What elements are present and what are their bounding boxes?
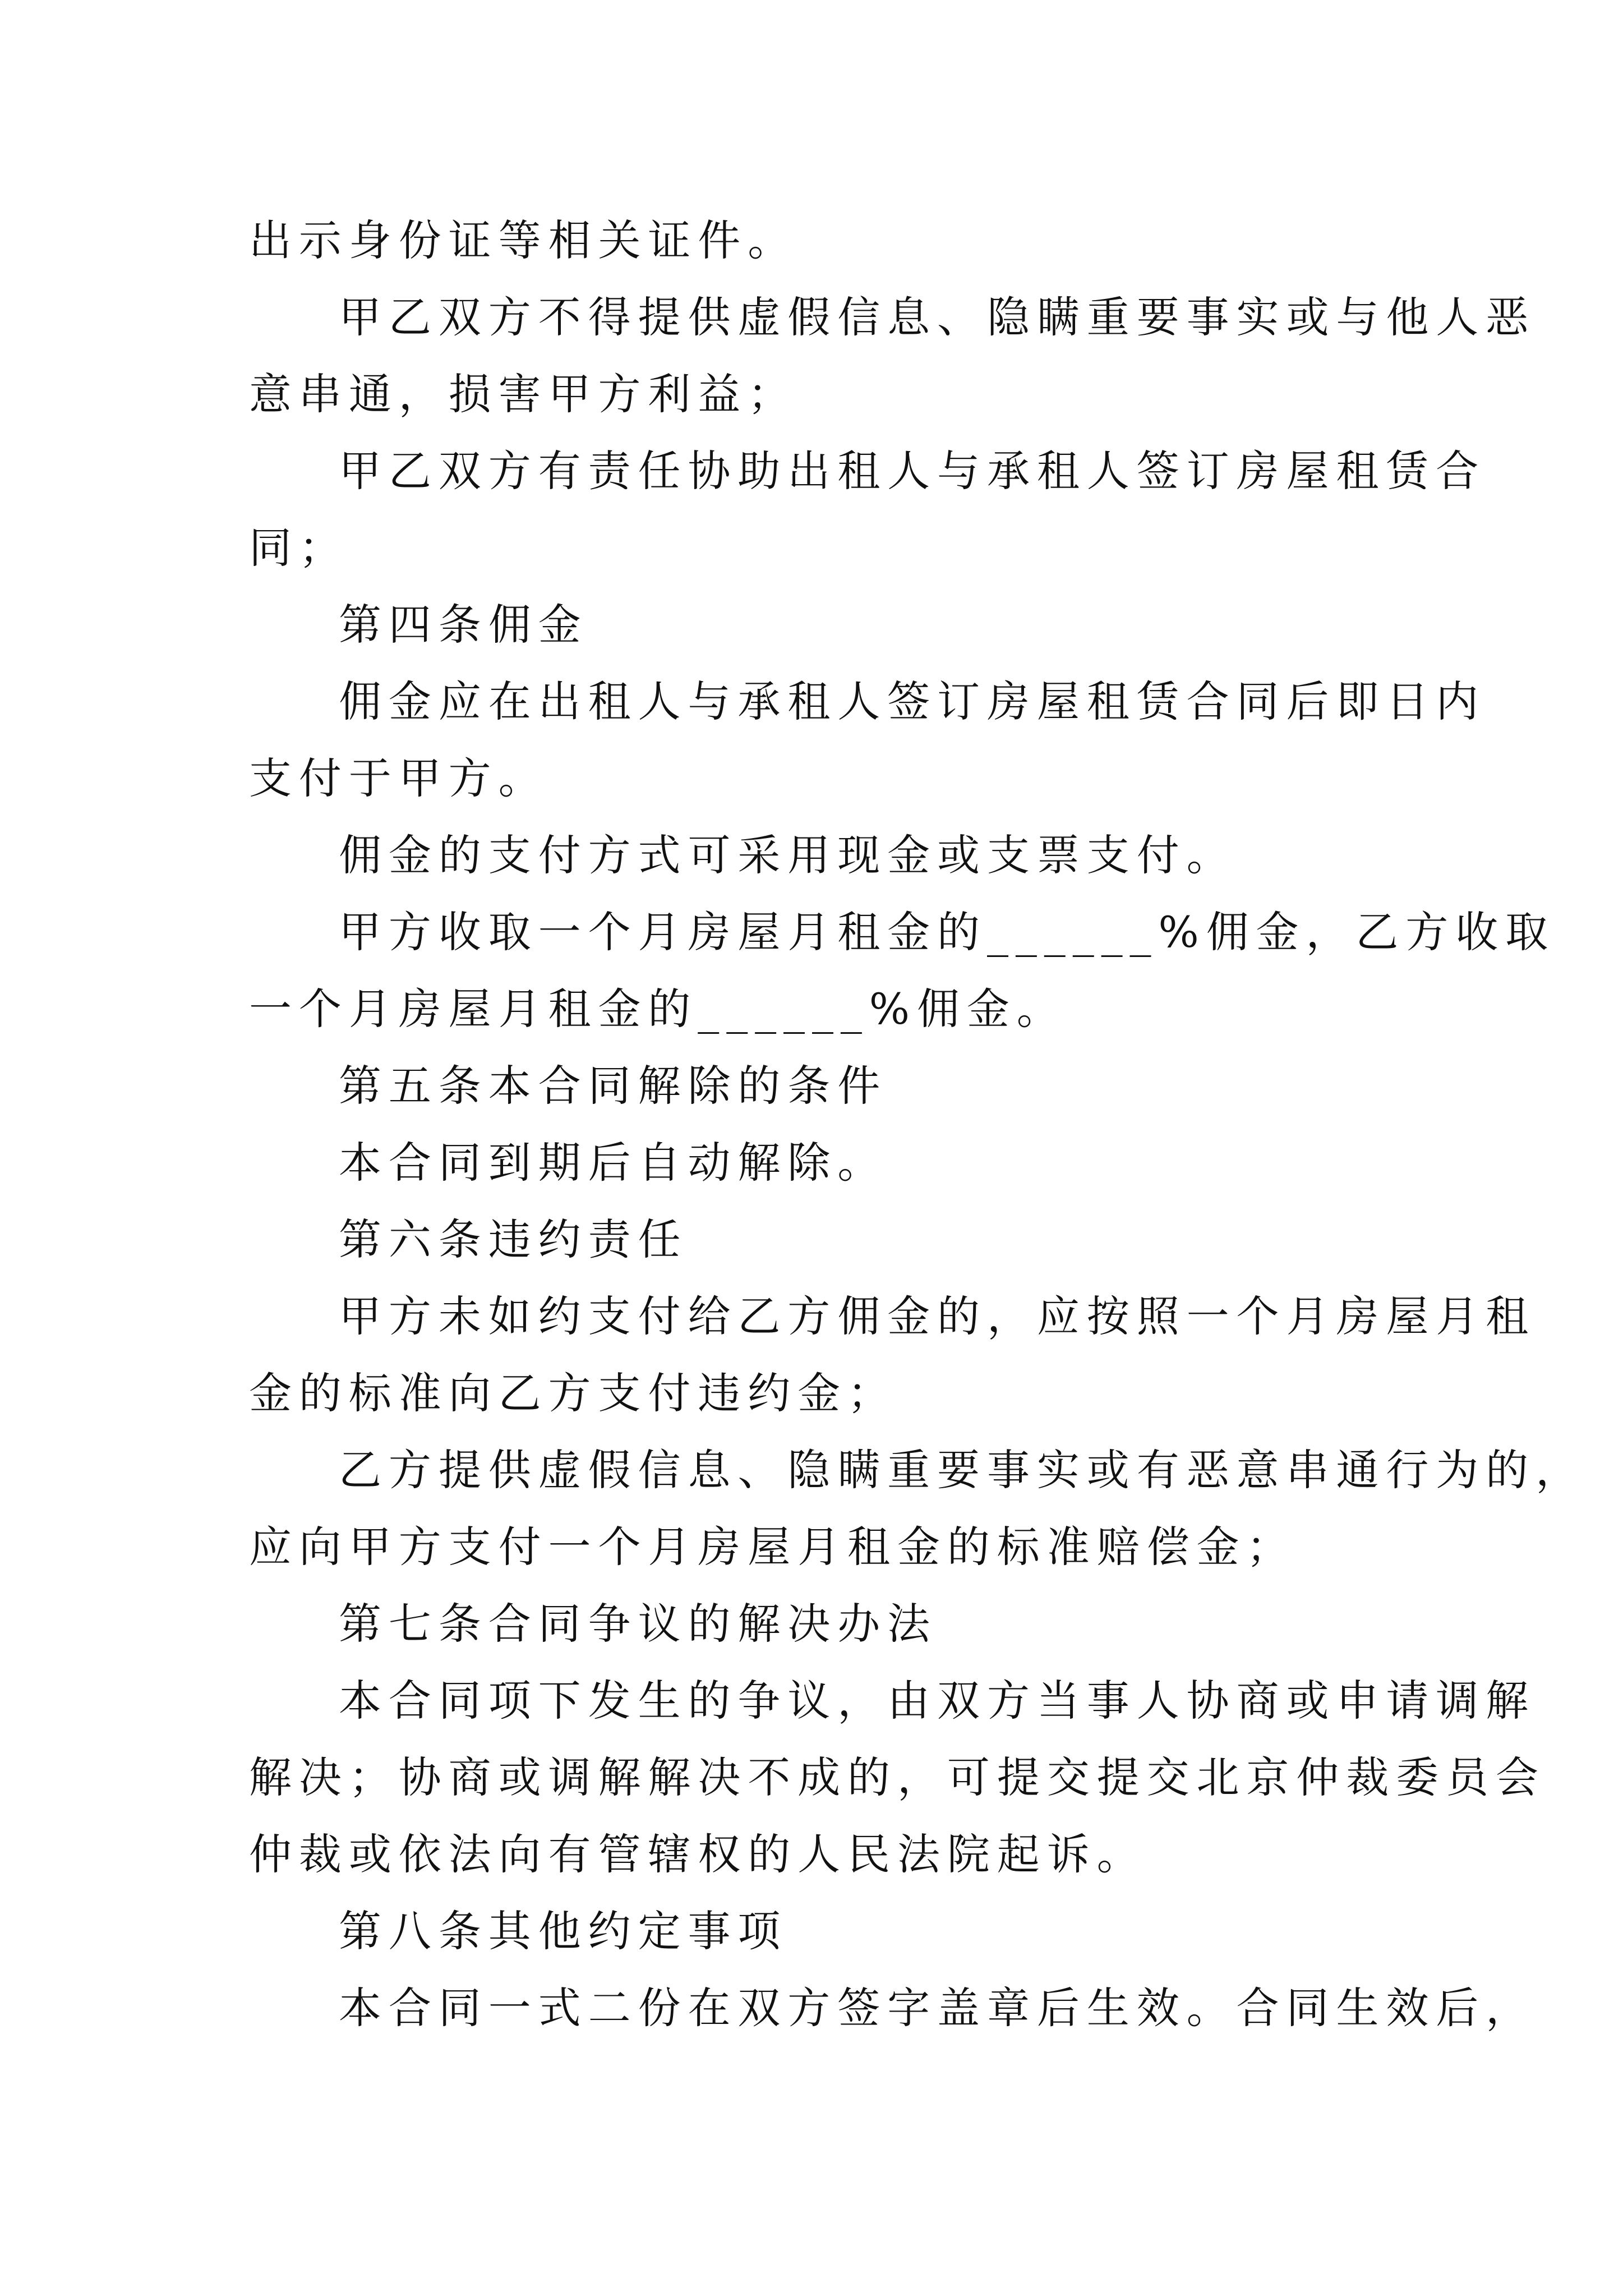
text-line: 佣金应在出租人与承租人签订房屋租赁合同后即日内 (339, 677, 1486, 726)
section-heading: 第五条本合同解除的条件 (339, 1061, 888, 1111)
text-line: 甲乙双方有责任协助出租人与承租人签订房屋租赁合 (339, 446, 1486, 496)
section-heading: 第四条佣金 (339, 600, 588, 650)
text-line: 一个月房屋月租金的______%佣金。 (249, 984, 1067, 1034)
text-line: 甲方收取一个月房屋月租金的______%佣金，乙方收取 (339, 907, 1556, 957)
text-line: 仲裁或依法向有管辖权的人民法院起诉。 (249, 1829, 1147, 1879)
text-line: 本合同到期后自动解除。 (339, 1138, 888, 1188)
section-heading: 第六条违约责任 (339, 1214, 688, 1264)
section-heading: 第八条其他约定事项 (339, 1906, 788, 1956)
text-line: 佣金的支付方式可采用现金或支票支付。 (339, 830, 1237, 880)
text-line: 意串通，损害甲方利益； (249, 369, 798, 419)
text-line: 本合同项下发生的争议，由双方当事人协商或申请调解 (339, 1676, 1536, 1726)
section-heading: 第七条合同争议的解决办法 (339, 1599, 938, 1649)
text-line: 应向甲方支付一个月房屋月租金的标准赔偿金； (249, 1522, 1297, 1572)
text-line: 甲方未如约支付给乙方佣金的，应按照一个月房屋月租 (339, 1291, 1536, 1341)
text-line: 金的标准向乙方支付违约金； (249, 1368, 897, 1418)
text-line: 甲乙双方不得提供虚假信息、隐瞒重要事实或与他人恶 (339, 292, 1536, 342)
text-line: 解决；协商或调解解决不成的，可提交提交北京仲裁委员会 (249, 1752, 1546, 1802)
text-line: 出示身份证等相关证件。 (249, 215, 798, 265)
text-line: 本合同一式二份在双方签字盖章后生效。合同生效后， (339, 1983, 1536, 2033)
contract-body (249, 202, 1585, 2046)
text-line: 同； (249, 523, 349, 573)
text-line: 支付于甲方。 (249, 753, 548, 803)
text-line: 乙方提供虚假信息、隐瞒重要事实或有恶意串通行为的， (339, 1445, 1585, 1495)
